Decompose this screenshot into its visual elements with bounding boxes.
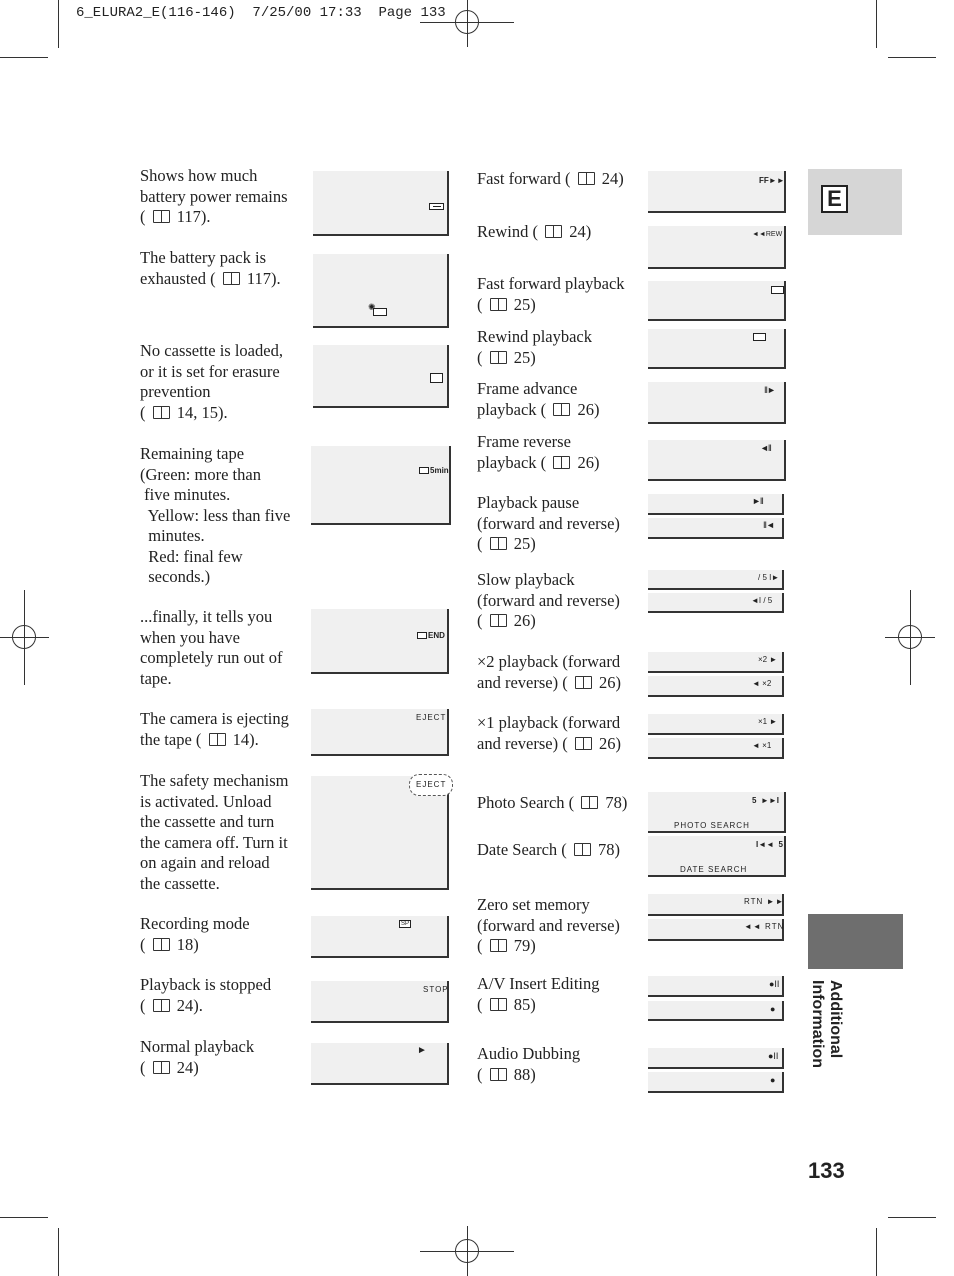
description-text: 78)	[601, 793, 628, 812]
display-text: PHOTO SEARCH	[674, 821, 750, 830]
description-text: 24)	[597, 169, 624, 188]
display-text: ►	[417, 1045, 428, 1056]
registration-mark	[442, 1226, 492, 1276]
description-line: Rewind playback	[477, 327, 593, 346]
crop-mark	[888, 1217, 936, 1218]
display-text: ●II	[768, 1051, 779, 1061]
display-text: RTN ►►	[744, 897, 785, 906]
display-pause-forward	[648, 494, 784, 515]
display-fast-forward	[648, 171, 786, 213]
description-text: 24)	[172, 1057, 199, 1077]
display-text: ◄ ×1	[752, 741, 772, 750]
item-description	[140, 1037, 254, 1078]
description-line: Yellow: less than five	[140, 505, 291, 525]
book-reference-icon	[490, 1068, 507, 1081]
display-date-search	[648, 836, 786, 877]
item-description	[477, 493, 620, 555]
description-text: playback (	[477, 452, 551, 472]
display-text: EJECT	[416, 780, 447, 789]
display-no-cassette	[313, 345, 449, 408]
display-text: END	[428, 631, 445, 640]
description-text: 25)	[509, 347, 536, 367]
description-line: ...finally, it tells you	[140, 607, 273, 626]
crop-mark	[58, 0, 59, 48]
section-label	[806, 980, 852, 1080]
description-text: Photo Search (	[477, 793, 579, 812]
description-line: (Green: more than	[140, 464, 261, 484]
display-text: 5 ►►I	[752, 796, 779, 805]
description-line: Normal playback	[140, 1037, 255, 1056]
item-description	[477, 570, 620, 632]
display-ff-playback	[648, 281, 786, 321]
description-line: Fast forward playback	[477, 274, 625, 293]
tape-icon	[417, 632, 427, 639]
description-text: exhausted (	[140, 268, 220, 288]
description-text: Rewind (	[477, 222, 543, 241]
display-battery-exhausted	[313, 254, 449, 328]
description-line	[477, 673, 621, 694]
description-line: Red: final few	[140, 546, 243, 566]
item-description	[477, 1044, 580, 1085]
display-text: EJECT	[416, 713, 447, 722]
ff-playback-icon	[771, 286, 784, 294]
description-line: completely run out of	[140, 648, 283, 667]
book-reference-icon	[553, 456, 570, 469]
item-description	[477, 652, 621, 693]
description-line	[140, 996, 271, 1017]
description-line: battery power remains	[140, 186, 288, 206]
rew-playback-icon	[753, 333, 766, 341]
description-text: (	[477, 1064, 487, 1084]
description-text: (	[477, 294, 487, 314]
display-text: ×1 ►	[758, 717, 778, 726]
description-line: Recording mode	[140, 914, 250, 933]
section-tab	[808, 914, 903, 969]
description-line: The safety mechanism	[140, 771, 289, 790]
crop-mark	[876, 0, 877, 48]
section-label-line1: Additional	[827, 980, 844, 1059]
description-line: ×2 playback (forward	[477, 652, 621, 671]
description-text: (	[140, 207, 150, 226]
description-line	[477, 995, 600, 1016]
item-description	[140, 607, 283, 689]
description-line: five minutes.	[140, 485, 231, 504]
display-ejecting	[311, 709, 449, 756]
display-recording-mode	[311, 916, 449, 958]
book-reference-icon	[490, 351, 507, 364]
registration-mark	[0, 612, 49, 662]
page-number: 133	[808, 1158, 845, 1183]
book-reference-icon	[553, 403, 570, 416]
description-text: the tape (	[140, 729, 206, 749]
description-text: 79)	[509, 936, 536, 955]
description-text: 14, 15).	[172, 402, 228, 422]
item-description	[477, 840, 620, 861]
item-description	[140, 341, 283, 423]
description-line	[477, 936, 620, 957]
description-line: Frame reverse	[477, 432, 571, 451]
display-slow-reverse	[648, 593, 784, 613]
description-line: Playback pause	[477, 493, 580, 512]
description-line: Shows how much	[140, 166, 258, 185]
description-text: (	[477, 534, 487, 553]
section-label-line2: Information	[809, 980, 826, 1068]
description-text: (	[477, 994, 487, 1014]
description-line: (forward and reverse)	[477, 590, 620, 610]
item-description	[140, 709, 289, 750]
cassette-blink-icon	[430, 373, 443, 383]
display-text: 5min	[430, 466, 449, 475]
item-description	[140, 248, 281, 289]
display-x1-forward	[648, 714, 784, 735]
description-line	[477, 295, 625, 316]
description-text: (	[140, 1057, 150, 1077]
display-text: ◄◄ RTN	[744, 922, 785, 931]
description-line	[140, 207, 288, 228]
registration-mark	[442, 0, 492, 47]
description-line: The battery pack is	[140, 248, 266, 267]
description-line: the cassette and turn	[140, 812, 275, 831]
display-tape-end	[311, 609, 449, 674]
description-text: 26)	[573, 452, 600, 472]
description-text: 117).	[242, 268, 281, 288]
book-reference-icon	[578, 172, 595, 185]
display-text: ◄ ×2	[752, 679, 772, 688]
book-reference-icon	[581, 796, 598, 809]
description-line: is activated. Unload	[140, 791, 272, 811]
description-line	[477, 534, 620, 555]
print-slug: 6_ELURA2_E(116-146) 7/25/00 17:33 Page 133	[76, 5, 446, 21]
item-description	[140, 914, 250, 955]
display-rew-playback	[648, 329, 786, 369]
display-safety-eject	[311, 776, 449, 890]
display-text: FF►►	[759, 176, 785, 185]
description-text: 26)	[509, 611, 536, 630]
description-text: 88)	[509, 1064, 536, 1084]
description-text: Fast forward (	[477, 169, 575, 188]
display-av-insert-pause	[648, 976, 784, 997]
description-line: Slow playback	[477, 570, 575, 589]
display-frame-reverse	[648, 440, 786, 481]
description-line	[477, 734, 621, 755]
item-description	[477, 327, 592, 368]
display-text: II►	[764, 385, 775, 395]
book-reference-icon	[153, 210, 170, 223]
book-reference-icon	[490, 614, 507, 627]
description-line	[140, 1058, 254, 1079]
description-line: (forward and reverse)	[477, 915, 620, 935]
book-reference-icon	[574, 843, 591, 856]
book-reference-icon	[223, 272, 240, 285]
item-description	[477, 974, 600, 1015]
book-reference-icon	[153, 938, 170, 951]
crop-mark	[888, 57, 936, 58]
book-reference-icon	[490, 998, 507, 1011]
description-line: on again and reload	[140, 853, 270, 872]
display-photo-search	[648, 792, 786, 833]
item-description	[477, 713, 621, 754]
display-text: ►II	[752, 496, 763, 506]
description-text: (	[477, 347, 487, 367]
description-line: ×1 playback (forward	[477, 713, 621, 732]
display-text: ●II	[769, 979, 780, 989]
display-text: ×2 ►	[758, 655, 778, 664]
description-text: 26)	[594, 733, 621, 753]
description-text: 85)	[509, 994, 536, 1014]
item-description	[140, 975, 271, 1016]
description-line	[477, 793, 627, 814]
book-reference-icon	[153, 406, 170, 419]
item-description	[477, 895, 620, 957]
description-line: the camera off. Turn it	[140, 832, 288, 852]
description-text: 18)	[172, 934, 199, 954]
display-text: ◄◄REW	[752, 231, 783, 238]
display-zero-forward	[648, 894, 784, 916]
item-description	[477, 169, 624, 190]
display-frame-advance	[648, 382, 786, 424]
item-description	[140, 771, 288, 894]
description-line: or it is set for erasure	[140, 361, 280, 381]
display-audio-dub-pause	[648, 1048, 784, 1069]
description-line: when you have	[140, 627, 240, 647]
crop-mark	[0, 1217, 48, 1218]
book-reference-icon	[575, 737, 592, 750]
description-line	[477, 840, 620, 861]
book-reference-icon	[490, 298, 507, 311]
description-line	[477, 400, 599, 421]
description-line	[140, 730, 289, 751]
description-text: (	[477, 611, 487, 630]
book-reference-icon	[490, 537, 507, 550]
description-line	[477, 1065, 580, 1086]
language-letter: E	[821, 185, 848, 213]
book-reference-icon	[575, 676, 592, 689]
crop-mark	[0, 57, 48, 58]
description-line	[477, 611, 620, 632]
display-remaining-tape	[311, 446, 451, 525]
description-line: Remaining tape	[140, 444, 245, 463]
book-reference-icon	[153, 1061, 170, 1074]
display-x2-forward	[648, 652, 784, 673]
display-av-insert	[648, 1001, 784, 1021]
description-line	[477, 453, 599, 474]
description-text: playback (	[477, 399, 551, 419]
book-reference-icon	[490, 939, 507, 952]
display-slow-forward	[648, 570, 784, 590]
description-text: Date Search (	[477, 840, 571, 859]
description-text: (	[477, 936, 487, 955]
display-text: ●	[770, 1075, 776, 1085]
description-text: and reverse) (	[477, 672, 572, 692]
tape-icon	[419, 467, 429, 474]
item-description	[477, 274, 625, 315]
description-line: Zero set memory	[477, 895, 590, 914]
description-text: 78)	[593, 840, 621, 859]
crop-mark	[876, 1228, 877, 1276]
display-text: ◄II	[760, 443, 771, 453]
display-stop	[311, 981, 449, 1023]
display-text: ●	[770, 1004, 776, 1014]
display-play	[311, 1043, 449, 1085]
description-text: 14).	[228, 729, 259, 749]
sp-icon: SP	[400, 921, 409, 927]
description-line: Frame advance	[477, 379, 578, 398]
description-line: No cassette is loaded,	[140, 341, 283, 360]
book-reference-icon	[209, 733, 226, 746]
description-line	[477, 169, 624, 190]
display-text: STOP	[423, 985, 449, 994]
description-line: minutes.	[140, 526, 205, 545]
description-line: the cassette.	[140, 873, 220, 893]
registration-mark	[885, 612, 935, 662]
description-line: (forward and reverse)	[477, 513, 620, 533]
description-text: 26)	[594, 672, 621, 692]
description-line	[477, 348, 592, 369]
crop-mark	[58, 1228, 59, 1276]
description-text: 24)	[565, 222, 592, 241]
description-line	[140, 269, 281, 290]
description-line: The camera is ejecting	[140, 709, 289, 728]
description-line: seconds.)	[140, 567, 211, 586]
description-line	[477, 222, 591, 243]
item-description	[477, 222, 591, 243]
item-description	[477, 379, 599, 420]
item-description	[477, 432, 599, 473]
description-text: 25)	[509, 534, 536, 553]
item-description	[140, 166, 288, 228]
display-text: / 5 I►	[758, 573, 780, 582]
description-text: 26)	[573, 399, 600, 419]
book-reference-icon	[545, 225, 562, 238]
book-reference-icon	[153, 999, 170, 1012]
display-battery	[313, 171, 449, 236]
description-text: (	[140, 995, 150, 1015]
description-line: A/V Insert Editing	[477, 974, 600, 993]
description-line: prevention	[140, 382, 211, 401]
description-text: 24).	[172, 995, 203, 1015]
description-text: (	[140, 934, 150, 954]
description-line: tape.	[140, 668, 172, 688]
description-line: Audio Dubbing	[477, 1044, 581, 1063]
blink-rays: ✺	[368, 302, 376, 312]
description-line	[140, 403, 283, 424]
display-pause-reverse	[648, 518, 784, 539]
display-text: II◄	[763, 520, 774, 530]
display-audio-dub	[648, 1072, 784, 1093]
description-line: Playback is stopped	[140, 975, 272, 994]
display-text: I◄◄ 5	[756, 840, 783, 849]
description-line	[140, 935, 250, 956]
description-text: 25)	[509, 294, 536, 314]
item-description	[477, 793, 627, 814]
description-text: and reverse) (	[477, 733, 572, 753]
battery-icon	[429, 203, 444, 210]
item-description	[140, 444, 290, 588]
display-x1-reverse	[648, 738, 784, 759]
language-tab	[808, 169, 902, 235]
display-rewind	[648, 226, 786, 269]
display-text: ◄I / 5	[751, 596, 773, 605]
description-text: (	[140, 402, 150, 422]
display-zero-reverse	[648, 919, 784, 941]
display-x2-reverse	[648, 676, 784, 697]
description-text: 117).	[172, 207, 211, 226]
display-text: DATE SEARCH	[680, 865, 748, 874]
